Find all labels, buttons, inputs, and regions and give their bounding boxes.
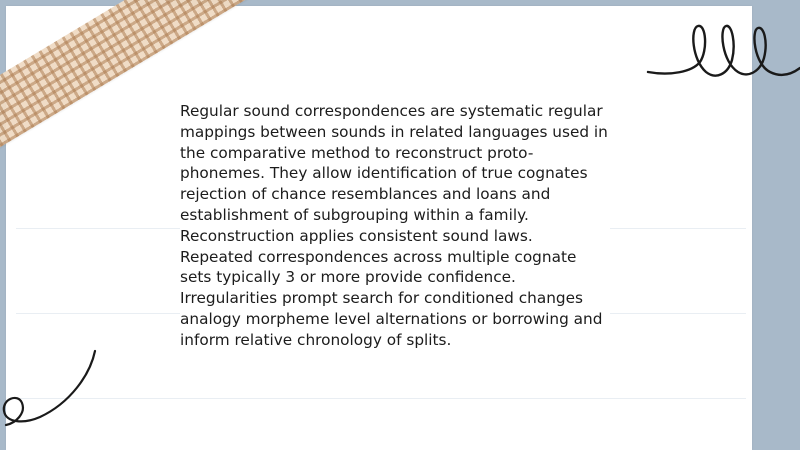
curl-squiggle-icon: [0, 345, 110, 430]
body-text: Regular sound correspondences are systematic regular mappings between sounds in related languages used in the comparative method to reconstruct proto-phonemes. They allow identification of true cognates rejection of chance resemblances and loans and establishment of subgrouping within a family. Reconstruction applies consistent sound laws. Repeated correspondences across multiple cognate sets typically 3 or more provide confidence. Irregularities prompt search for conditioned changes analogy morpheme level alternations or borrowing and inform relative chronology of splits.: [180, 101, 610, 351]
loop-squiggle-icon: [640, 10, 800, 85]
ruled-line: [16, 398, 746, 399]
